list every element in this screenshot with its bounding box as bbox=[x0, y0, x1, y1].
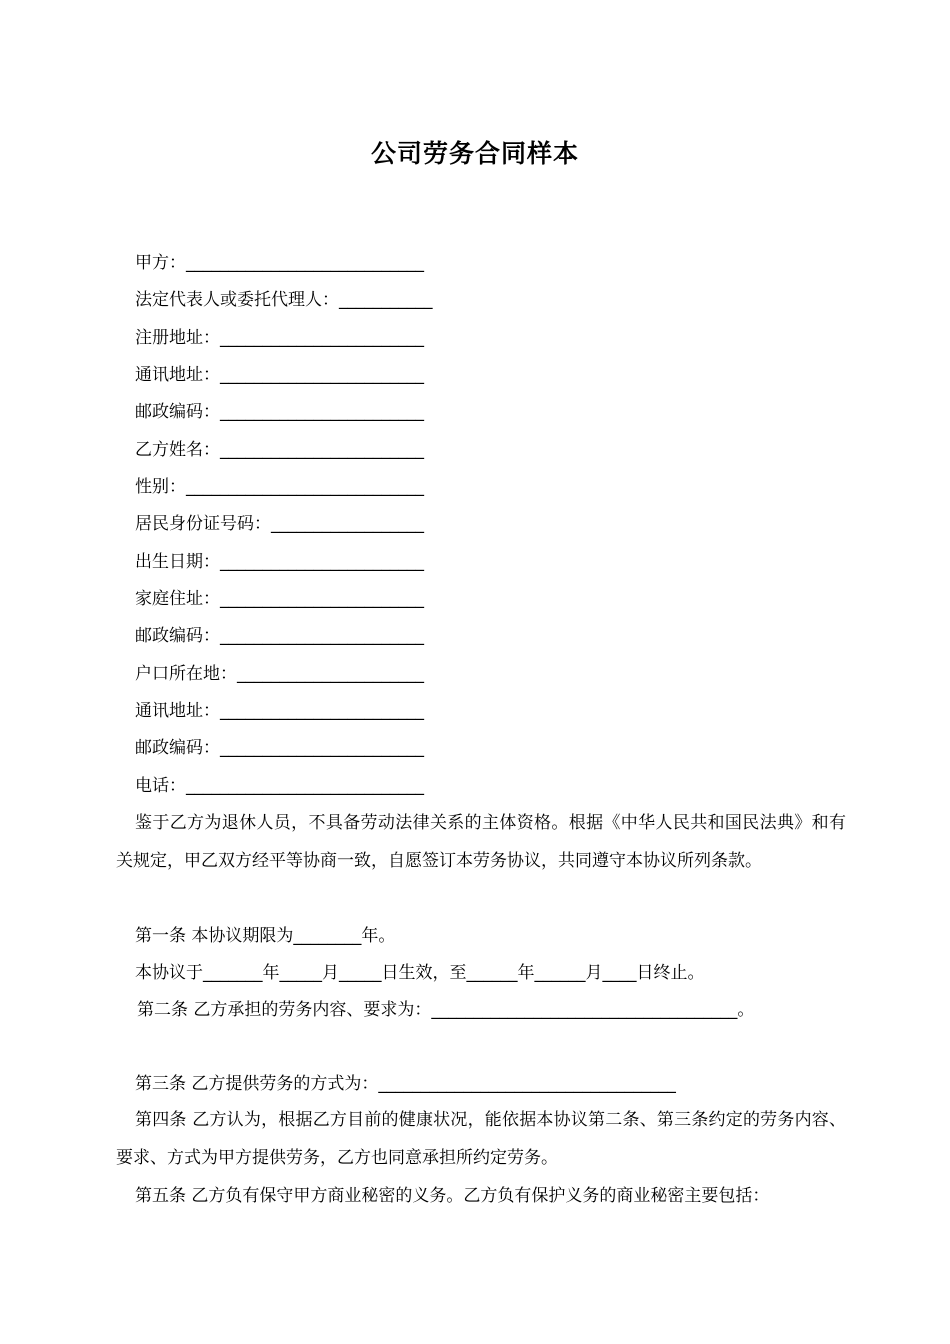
article-5: 第五条 乙方负有保守甲方商业秘密的义务。乙方负有保护义务的商业秘密主要包括： bbox=[135, 1186, 770, 1206]
field-home-address: 家庭住址：________________________ bbox=[135, 589, 424, 609]
field-household-registration: 户口所在地：______________________ bbox=[135, 664, 424, 684]
document-title: 公司劳务合同样本 bbox=[370, 139, 579, 168]
field-postal-code-a: 邮政编码：________________________ bbox=[135, 402, 424, 422]
field-gender: 性别：____________________________ bbox=[135, 477, 424, 497]
field-mailing-address-b: 通讯地址：________________________ bbox=[135, 701, 424, 721]
field-postal-code-b2: 邮政编码：________________________ bbox=[135, 738, 424, 758]
field-registered-address: 注册地址：________________________ bbox=[135, 328, 424, 348]
field-party-b-name: 乙方姓名：________________________ bbox=[135, 440, 424, 460]
field-birth-date: 出生日期：________________________ bbox=[135, 552, 424, 572]
field-party-a: 甲方：____________________________ bbox=[135, 253, 424, 273]
article-1: 第一条 本协议期限为________年。 bbox=[135, 926, 396, 946]
intro-paragraph: 鉴于乙方为退休人员，不具备劳动法律关系的主体资格。根据《中华人民共和国民法典》和有关规定，甲乙双方经平等协商一致，自愿签订本劳务协议，共同遵守本协议所列条款。 bbox=[116, 813, 846, 871]
article-3: 第三条 乙方提供劳务的方式为：___________________________________ bbox=[135, 1074, 676, 1094]
field-legal-representative: 法定代表人或委托代理人：___________ bbox=[135, 290, 433, 310]
field-id-number: 居民身份证号码：__________________ bbox=[135, 514, 424, 534]
article-1-term: 本协议于_______年_____月_____日生效，至______年______月____日终止。 bbox=[135, 963, 705, 983]
field-phone: 电话：____________________________ bbox=[135, 776, 424, 796]
field-mailing-address-a: 通讯地址：________________________ bbox=[135, 365, 424, 385]
article-2: 第二条 乙方承担的劳务内容、要求为：____________________________________。 bbox=[137, 1000, 755, 1020]
field-postal-code-b1: 邮政编码：________________________ bbox=[135, 626, 424, 646]
article-4: 第四条 乙方认为，根据乙方目前的健康状况，能依据本协议第二条、第三条约定的劳务内容、要求、方式为甲方提供劳务，乙方也同意承担所约定劳务。 bbox=[116, 1110, 846, 1168]
